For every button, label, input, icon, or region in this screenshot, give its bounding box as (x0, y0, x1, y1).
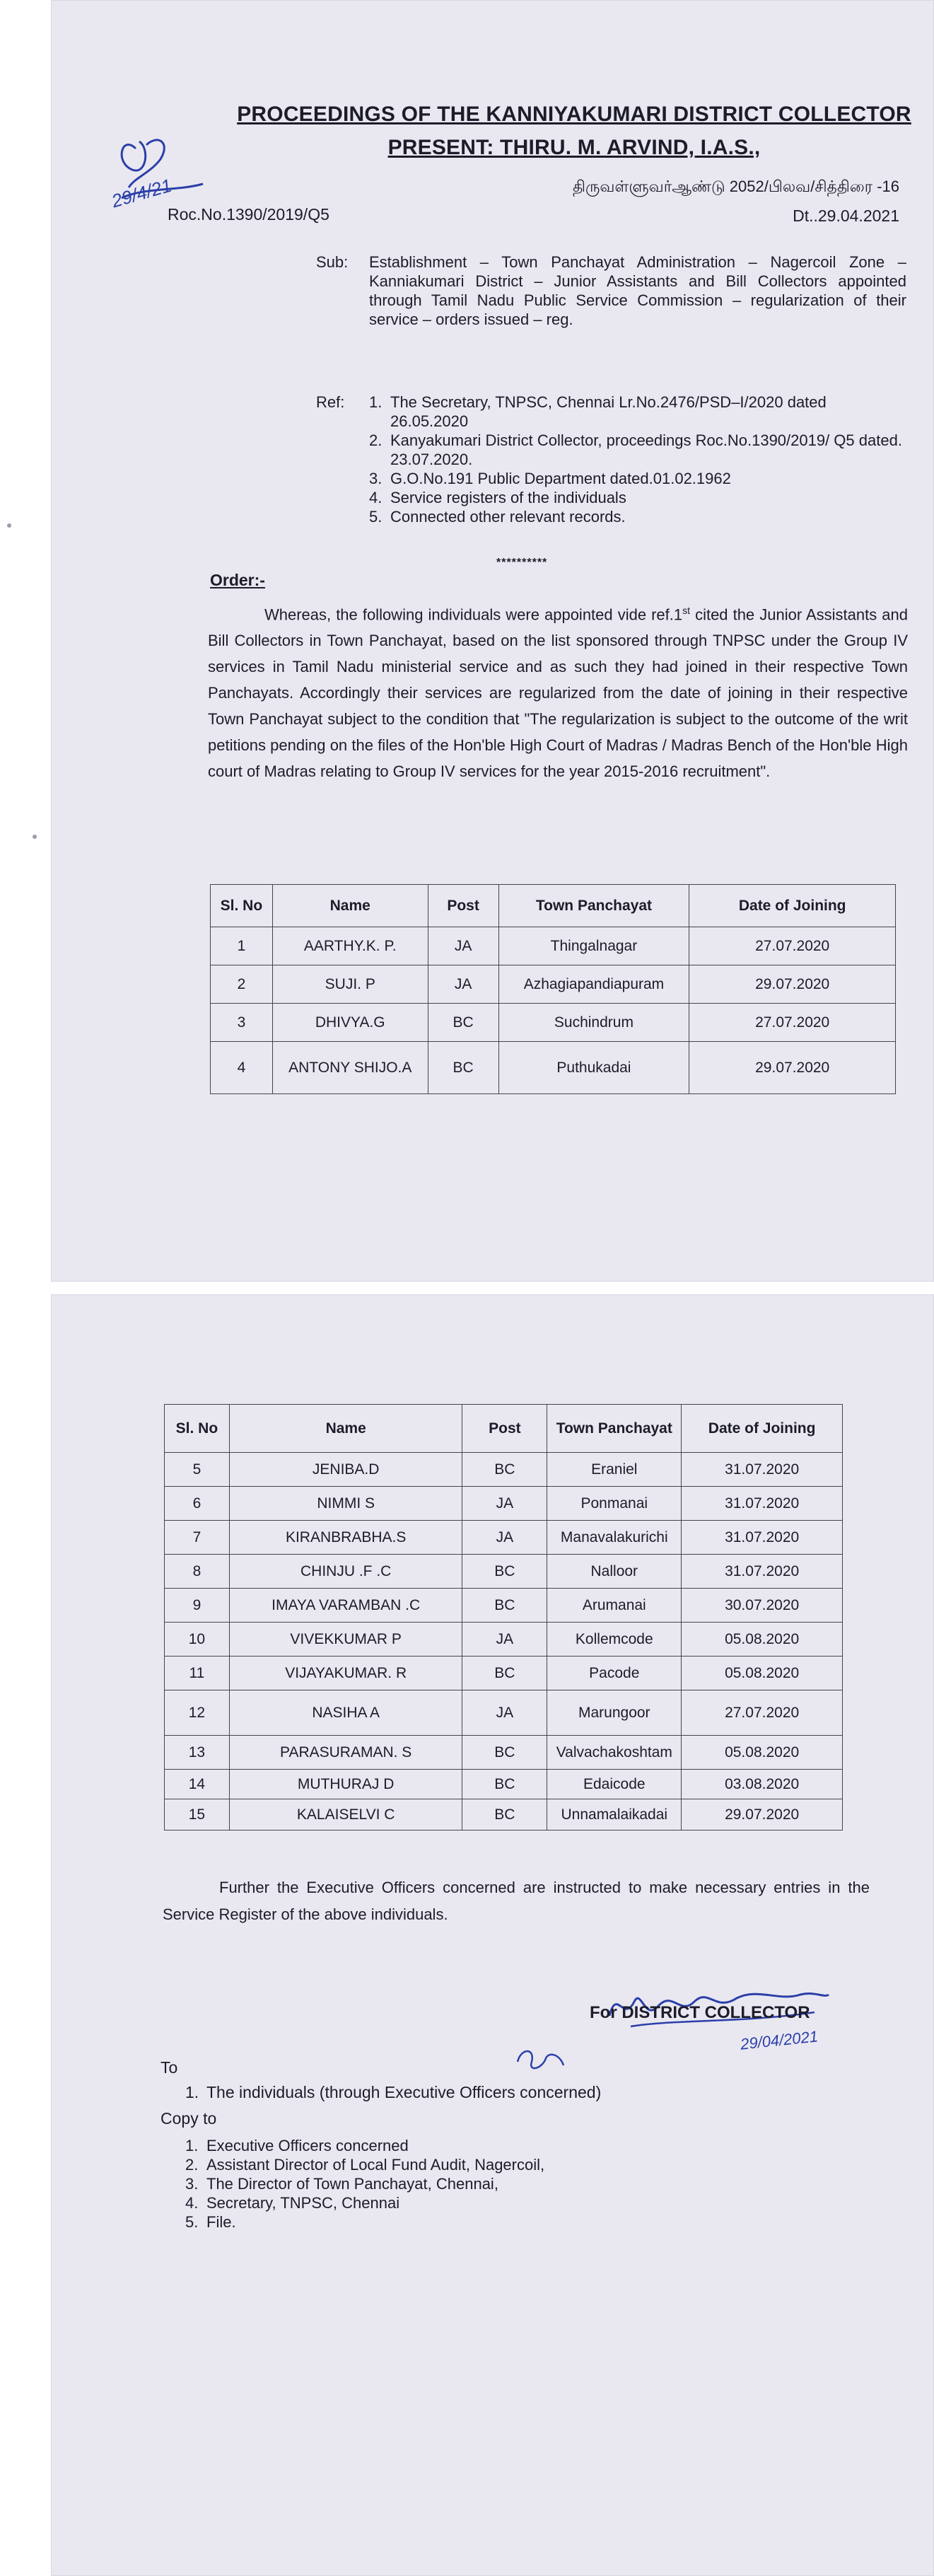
col-name: Name (272, 885, 428, 927)
document-title: PROCEEDINGS OF THE KANNIYAKUMARI DISTRICT COLLECTOR (237, 103, 911, 126)
table-row: 4 ANTONY SHIJO.A BC Puthukadai 29.07.2020 (211, 1042, 896, 1094)
copy-to-list (185, 2136, 544, 2232)
reference-item: 3. G.O.No.191 Public Department dated.01.02.1962 (369, 470, 731, 487)
tamil-date: திருவள்ளுவர்ஆண்டு 2052/பிலவ/சித்திரை -16 (572, 178, 899, 195)
reference-label: Ref: (316, 393, 345, 411)
reference-list (369, 393, 906, 526)
table-row: 8 CHINJU .F .C BC Nalloor 31.07.2020 (165, 1555, 843, 1589)
col-town-panchayat: Town Panchayat (547, 1405, 682, 1453)
reference-item: 1. The Secretary, TNPSC, Chennai Lr.No.2476/PSD–I/2020 dated 26.05.2020 (369, 393, 827, 430)
appointees-table-1 (210, 884, 896, 1094)
subject-label: Sub: (316, 253, 349, 271)
copy-to-item: 4. Secretary, TNPSC, Chennai (185, 2194, 400, 2212)
col-post: Post (462, 1405, 547, 1453)
col-post: Post (428, 885, 498, 927)
table-row: 9 IMAYA VARAMBAN .C BC Arumanai 30.07.2020 (165, 1589, 843, 1623)
table-row: 14 MUTHURAJ D BC Edaicode 03.08.2020 (165, 1770, 843, 1799)
to-item: 1. The individuals (through Executive Officers concerned) (185, 2083, 602, 2101)
col-date-of-joining: Date of Joining (689, 885, 896, 927)
copy-to-item: 1. Executive Officers concerned (185, 2137, 409, 2154)
table-row: 7 KIRANBRABHA.S JA Manavalakurichi 31.07.2020 (165, 1521, 843, 1555)
order-heading: Order:- (210, 571, 265, 589)
table-row: 10 VIVEKKUMAR P JA Kollemcode 05.08.2020 (165, 1623, 843, 1657)
copy-to-item: 3. The Director of Town Panchayat, Chennai, (185, 2175, 498, 2193)
reference-item: 2. Kanyakumari District Collector, proceedings Roc.No.1390/2019/ Q5 dated. 23.07.2020. (369, 431, 902, 468)
for-district-collector: For DISTRICT COLLECTOR (590, 2003, 810, 2022)
subject-text: Establishment – Town Panchayat Administration – Nagercoil Zone – Kanniakumari District – Junior Assistants and Bill Collectors appointed through Tamil Nadu Public Service Commission – regularization of their service – orders issued – reg. (369, 253, 906, 328)
document-page-1 (51, 0, 934, 1282)
table-row: 15 KALAISELVI C BC Unnamalaikadai 29.07.2020 (165, 1799, 843, 1831)
roc-number: Roc.No.1390/2019/Q5 (168, 205, 329, 224)
table-header-row (211, 885, 896, 927)
reference-item: 4. Service registers of the individuals (369, 489, 626, 506)
separator: ********** (496, 557, 548, 569)
copy-to-item: 5. File. (185, 2213, 236, 2231)
scan-dot (33, 835, 37, 839)
order-paragraph: Whereas, the following individuals were appointed vide ref.1st cited the Junior Assistants and Bill Collectors in Town Panchayat, based on the list sponsored through TNPSC under the Group IV services in Tamil Nadu ministerial service and as such they had joined in their respective Town Panchayats. Accordingly their services are regularized from the date of joining in their respective Town Panchayat subject to the condition that "The regularization is subject to the outcome of the writ petitions pending on the files of the Hon'ble High Court of Madras / Madras Bench of the Hon'ble High court of Madras relating to Group IV services for the year 2015-2016 recruitment". (208, 605, 908, 781)
table-row: 11 VIJAYAKUMAR. R BC Pacode 05.08.2020 (165, 1657, 843, 1690)
col-sl-no: Sl. No (165, 1405, 230, 1453)
col-sl-no: Sl. No (211, 885, 273, 927)
table-row: 5 JENIBA.D BC Eraniel 31.07.2020 (165, 1453, 843, 1487)
col-date-of-joining: Date of Joining (682, 1405, 843, 1453)
margin-note-date: 29/4/21 (109, 174, 175, 212)
copy-to-label: Copy to (160, 2109, 217, 2128)
appointees-table-2 (164, 1404, 843, 1831)
to-label: To (160, 2058, 178, 2077)
scan-dot (7, 523, 11, 528)
document-page-2 (51, 1294, 934, 2576)
document-date: Dt..29.04.2021 (793, 207, 899, 225)
table-row: 13 PARASURAMAN. S BC Valvachakoshtam 05.08.2020 (165, 1736, 843, 1770)
col-name: Name (229, 1405, 462, 1453)
further-instructions: Further the Executive Officers concerned are instructed to make necessary entries in the Service Register of the above individuals. (163, 1879, 870, 1923)
reference-item: 5. Connected other relevant records. (369, 508, 626, 526)
table-row: 2 SUJI. P JA Azhagiapandiapuram 29.07.2020 (211, 965, 896, 1004)
document-subtitle: PRESENT: THIRU. M. ARVIND, I.A.S., (387, 136, 761, 159)
table-header-row (165, 1405, 843, 1453)
col-town-panchayat: Town Panchayat (498, 885, 689, 927)
table-row: 3 DHIVYA.G BC Suchindrum 27.07.2020 (211, 1004, 896, 1042)
copy-to-item: 2. Assistant Director of Local Fund Audit, Nagercoil, (185, 2156, 545, 2174)
handwritten-initials-small (510, 2041, 574, 2087)
table-row: 1 AARTHY.K. P. JA Thingalnagar 27.07.2020 (211, 927, 896, 965)
table-row: 12 NASIHA A JA Marungoor 27.07.2020 (165, 1690, 843, 1736)
table-row: 6 NIMMI S JA Ponmanai 31.07.2020 (165, 1487, 843, 1521)
signature-date: 29/04/2021 (739, 2027, 819, 2053)
